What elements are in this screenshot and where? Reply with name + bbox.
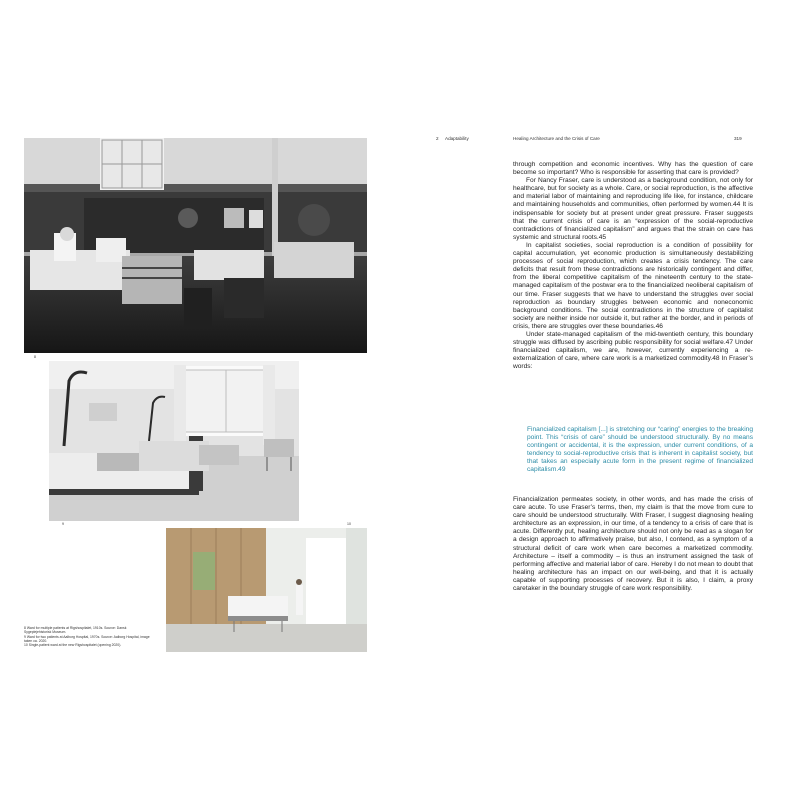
block-quote [527, 426, 753, 475]
paragraph-1: through competition and economic incentives. Why has the question of care become so important? Who is responsible for asserting that care is provided? [513, 161, 753, 177]
caption-figure-8: 8 Ward for multiple patients at Rigshospitalet, 1910s. Source: Dansk Sygeplejehistorisk Museum. [24, 626, 127, 635]
paragraph-5: Financialization permeates society, in other words, and has made the crisis of care acute. To use Fraser’s terms, then, my claim is that the move from cure to care should be understood structurally. With Fraser, I suggest diagnosing healing architecture as an expression, in our time, of a tendency to a crisis of care that is acute. Differently put, healing architecture should not only be read as a slogan for a design approach to affirmatively praise, but also, I contend, as a symptom of a structural deficit of care work when care becomes a marketized commodity. Architecture – itself a commodity – is thus an instrument assigned the task of performing affective and material labor of care. Hereby I do not mean to doubt that healing architecture has an impact on our well-being, and that it is actually capable of supporting processes of recovery. But it is also, I claim, a proxy caretaker in the boundary struggle of care work responsibility. [513, 496, 753, 593]
figure-8-photo-historic-ward [24, 138, 367, 353]
figure-9-photo-two-patient-ward [49, 361, 299, 521]
page-number: 319 [734, 136, 742, 141]
chapter-title: Adaptability [445, 136, 469, 141]
running-title: Healing Architecture and the Crisis of Care [513, 136, 600, 141]
paragraph-3: In capitalist societies, social reproduction is a condition of possibility for capital accumulation, yet economic production is simultaneously destabilizing processes of social reproduction, which creates a crisis tendency. The care deficits that result from these contradictions are historically contingent and differ, from the liberal competitive capitalism of the nineteenth century to the state-managed capitalism of the postwar era to the financialized neoliberal capitalism of our time. Fraser suggests that we have to understand the struggles over social reproduction as boundary struggles between economic and noneconomic background conditions. The social contradictions in the structure of capitalist society are neither inside nor outside it, but rather at the border, and in periods of crisis, there are struggles over these boundaries.46 [513, 241, 753, 330]
chapter-number: 2 [436, 136, 439, 141]
paragraph-2: For Nancy Fraser, care is understood as a background condition, not only for healthcare, but for society as a whole. Care, or social reproduction, is the affective and material labor of maintaining and reproducing life like, for instance, childcare and maintaining households and communities, often performed by women.44 It is indispensable for society but at present under great pressure. Fraser suggests that the current crisis of care is an “expression of the social-reproductive contradictions of financialized capitalism” and argues that the strain on care has systemic and structural roots.45 [513, 177, 753, 241]
figure-9-label: 9 [62, 522, 64, 526]
caption-figure-10: 10 Single-patient ward at the new Rigshospitalet (opening 2020). [24, 643, 122, 648]
caption-figure-9: 9 Ward for two patients at Aalborg Hospital, 1970s. Source: Aalborg Hospital, image taken ca. 2020. [24, 634, 150, 643]
paragraph-4: Under state-managed capitalism of the mid-twentieth century, this boundary struggle was diffused by ascribing public responsibility for social welfare.47 Under financialized capitalism, we are, however, currently experiencing a re-externalization of care, where care work is a marketized commodity.48 In Fraser’s words: [513, 330, 753, 371]
figure-10-label: 10 [347, 522, 351, 526]
figure-8-label: 8 [34, 355, 36, 359]
figure-10-photo-single-patient-ward [166, 528, 367, 652]
body-text-lower [513, 496, 753, 593]
quote-text: Financialized capitalism [...] is stretching our “caring” energies to the breaking point. This “crisis of care” should be understood structurally. By no means contingent or accidental, it is the expression, under current conditions, of a tendency to social-reproductive crisis that is inherent in capitalist society, but that takes an especially acute form in the present regime of financialized capitalism.49 [527, 426, 753, 474]
body-text-upper [513, 161, 753, 371]
figure-captions [24, 626, 154, 647]
